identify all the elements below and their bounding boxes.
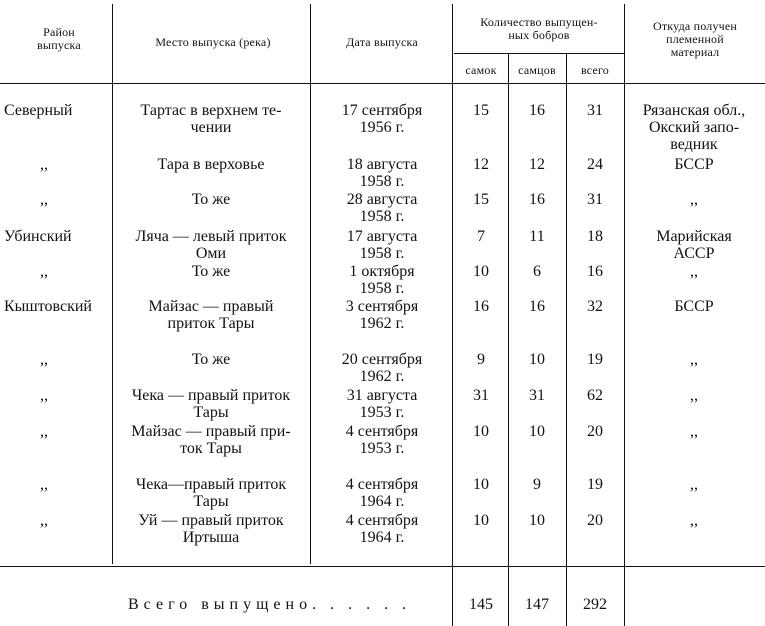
row-source: ,,: [690, 351, 698, 368]
row-district: ,,: [40, 191, 48, 208]
header-total: всего: [580, 63, 610, 77]
col-rule-4: [508, 54, 509, 626]
row-females: 31: [473, 387, 489, 404]
row-source: Рязанская обл., Окский запо- ведник: [642, 102, 746, 153]
row-place: Уй — правый приток Иртыша: [138, 512, 284, 546]
header-males: самцов: [518, 63, 556, 77]
col-rule-1: [112, 4, 113, 564]
row-source: ,,: [690, 263, 698, 280]
row-district: Убинский: [4, 228, 72, 245]
row-males: 16: [529, 191, 545, 208]
row-source: ,,: [690, 512, 698, 529]
row-place: То же: [191, 263, 231, 280]
row-females: 16: [473, 298, 489, 315]
row-females: 10: [473, 476, 489, 493]
row-place: То же: [191, 191, 231, 208]
row-source: БССР: [674, 298, 714, 315]
row-females: 7: [477, 228, 485, 245]
col-rule-6: [624, 4, 625, 626]
row-place: Тара в верховье: [157, 156, 265, 173]
row-total: 62: [587, 387, 603, 404]
row-date: 4 сентября 1964 г.: [345, 512, 419, 546]
col-rule-3: [452, 4, 453, 626]
row-total: 16: [587, 263, 603, 280]
row-date: 17 сентября 1956 г.: [341, 102, 423, 136]
row-district: ,,: [40, 512, 48, 529]
count-subheader-rule: [454, 53, 624, 54]
row-place: Чека—правый приток Тары: [135, 476, 287, 510]
row-date: 17 августа 1958 г.: [346, 228, 418, 262]
row-females: 10: [473, 423, 489, 440]
row-place: Ляча — левый приток Оми: [135, 228, 287, 262]
row-source: Марийская АССР: [656, 228, 732, 262]
row-district: ,,: [40, 156, 48, 173]
row-total: 20: [587, 512, 603, 529]
row-source: ,,: [690, 476, 698, 493]
row-males: 9: [533, 476, 541, 493]
total-males: 147: [525, 596, 549, 613]
row-males: 10: [529, 512, 545, 529]
row-date: 3 сентября 1962 г.: [345, 298, 419, 332]
row-date: 28 августа 1958 г.: [346, 191, 418, 225]
row-females: 12: [473, 156, 489, 173]
row-total: 19: [587, 476, 603, 493]
header-date: Дата выпуска: [346, 35, 418, 49]
header-source: Откуда получен племенной материал: [652, 19, 738, 59]
footer-rule: [0, 566, 765, 567]
row-place: Тартас в верхнем те- чении: [140, 102, 282, 136]
row-date: 20 сентября 1962 г.: [341, 351, 423, 385]
row-place: Майзас — правый при- ток Тары: [131, 423, 291, 457]
total-females: 145: [469, 596, 493, 613]
row-total: 31: [587, 191, 603, 208]
total-all: 292: [583, 596, 607, 613]
row-males: 6: [533, 263, 541, 280]
row-district: Кыштовский: [4, 298, 92, 315]
col-rule-5: [566, 54, 567, 626]
row-district: ,,: [40, 263, 48, 280]
row-source: ,,: [690, 191, 698, 208]
row-total: 20: [587, 423, 603, 440]
row-females: 9: [477, 351, 485, 368]
row-males: 12: [529, 156, 545, 173]
row-females: 10: [473, 512, 489, 529]
row-date: 4 сентября 1964 г.: [345, 476, 419, 510]
row-district: ,,: [40, 351, 48, 368]
row-males: 16: [529, 102, 545, 119]
row-source: ,,: [690, 423, 698, 440]
row-district: ,,: [40, 476, 48, 493]
header-district: Район выпуска: [37, 25, 81, 52]
row-district: ,,: [40, 387, 48, 404]
col-rule-2: [310, 4, 311, 564]
row-district: ,,: [40, 423, 48, 440]
row-total: 19: [587, 351, 603, 368]
row-males: 16: [529, 298, 545, 315]
row-place: То же: [191, 351, 231, 368]
header-females: самок: [465, 63, 497, 77]
row-source: БССР: [674, 156, 714, 173]
row-females: 10: [473, 263, 489, 280]
total-label: Всего выпущено. . . . . .: [128, 596, 412, 613]
header-place: Место выпуска (река): [155, 35, 271, 49]
row-total: 31: [587, 102, 603, 119]
header-count: Количество выпущен- ных бобров: [480, 15, 598, 42]
row-source: ,,: [690, 387, 698, 404]
row-males: 10: [529, 351, 545, 368]
row-date: 4 сентября 1953 г.: [345, 423, 419, 457]
row-date: 18 августа 1958 г.: [346, 156, 418, 190]
header-bottom-rule: [0, 83, 765, 84]
row-date: 1 октября 1958 г.: [349, 263, 415, 297]
row-total: 32: [587, 298, 603, 315]
row-total: 24: [587, 156, 603, 173]
row-males: 11: [529, 228, 545, 245]
row-males: 10: [529, 423, 545, 440]
row-females: 15: [473, 102, 489, 119]
row-males: 31: [529, 387, 545, 404]
row-district: Северный: [4, 102, 73, 119]
row-date: 31 августа 1953 г.: [346, 387, 418, 421]
row-total: 18: [587, 228, 603, 245]
row-place: Чека — правый приток Тары: [131, 387, 291, 421]
row-females: 15: [473, 191, 489, 208]
row-place: Майзас — правый приток Тары: [148, 298, 274, 332]
